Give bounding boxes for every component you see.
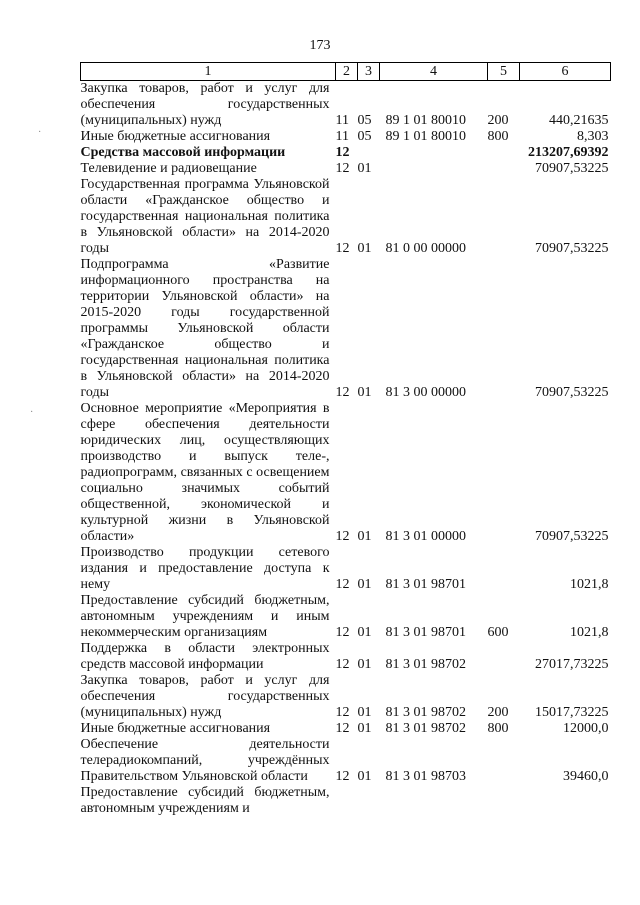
cell-subsection [358, 785, 380, 817]
table-row [81, 737, 611, 785]
cell-name: Иные бюджетные ассигнования [80, 721, 271, 736]
cell-expense-type [488, 401, 520, 545]
cell-expense-type: 200 [487, 705, 509, 720]
page-number: 173 [309, 38, 331, 53]
column-header-section: 2 [336, 63, 358, 81]
scan-speck: · [38, 127, 42, 138]
cell-section: 12 [335, 577, 350, 592]
cell-amount: 70907,53225 [535, 529, 609, 544]
cell-amount: 8,303 [577, 129, 609, 144]
cell-subsection: 01 [357, 705, 372, 720]
cell-name: Обеспечение деятельности телерадиокомпаний, учреждённых Правительством Ульяновской области [80, 737, 330, 784]
cell-target-article: 81 3 00 00000 [385, 385, 466, 400]
cell-subsection: 01 [357, 385, 372, 400]
cell-expense-type [488, 257, 520, 401]
cell-name: Телевидение и радиовещание [80, 161, 257, 176]
cell-section: 12 [335, 385, 350, 400]
cell-subsection: 05 [357, 113, 372, 128]
cell-name: Иные бюджетные ассигнования [80, 129, 271, 144]
cell-section: 12 [335, 705, 350, 720]
cell-target-article: 81 3 01 98701 [385, 625, 466, 640]
cell-section: 12 [335, 241, 350, 256]
cell-section: 11 [335, 129, 349, 144]
column-header-subsection: 3 [358, 63, 380, 81]
cell-name: Средства массовой информации [80, 145, 286, 160]
table-body [81, 81, 611, 818]
cell-target-article: 89 1 01 80010 [385, 113, 466, 128]
cell-expense-type [488, 737, 520, 785]
cell-subsection: 01 [357, 769, 372, 784]
table-row [81, 641, 611, 673]
cell-target-article: 81 3 01 98702 [385, 721, 466, 736]
table-row [81, 721, 611, 737]
cell-amount: 1021,8 [570, 625, 609, 640]
table-row [81, 177, 611, 257]
table-row [81, 673, 611, 721]
cell-subsection: 01 [357, 577, 372, 592]
cell-name: Предоставление субсидий бюджетным, автономным учреждениям и [80, 785, 330, 816]
cell-name: Поддержка в области электронных средств массовой информации [80, 641, 330, 672]
cell-name: Закупка товаров, работ и услуг для обеспечения государственных (муниципальных) нужд [80, 673, 330, 720]
cell-target-article: 81 3 01 98702 [385, 657, 466, 672]
cell-subsection: 01 [357, 529, 372, 544]
cell-target-article [380, 145, 488, 161]
column-header-target-article: 4 [380, 63, 488, 81]
column-header-amount: 6 [520, 63, 611, 81]
table-row [81, 145, 611, 161]
cell-expense-type [488, 161, 520, 177]
cell-target-article: 81 0 00 00000 [385, 241, 466, 256]
cell-expense-type [488, 641, 520, 673]
cell-section: 12 [335, 529, 350, 544]
cell-amount: 1021,8 [570, 577, 609, 592]
cell-target-article: 81 3 01 98703 [385, 769, 466, 784]
cell-target-article [380, 785, 488, 817]
cell-amount: 39460,0 [563, 769, 609, 784]
cell-subsection: 01 [357, 721, 372, 736]
cell-amount: 70907,53225 [535, 385, 609, 400]
table-row [81, 545, 611, 593]
cell-section: 12 [335, 657, 350, 672]
cell-amount [520, 785, 611, 817]
cell-amount: 70907,53225 [535, 241, 609, 256]
cell-expense-type: 200 [487, 113, 509, 128]
cell-expense-type: 800 [487, 129, 509, 144]
table-row [81, 129, 611, 145]
cell-section: 12 [335, 161, 350, 176]
cell-subsection: 01 [357, 241, 372, 256]
cell-amount: 213207,69392 [528, 145, 609, 160]
budget-table [80, 62, 611, 817]
cell-amount: 70907,53225 [535, 161, 609, 176]
cell-name: Производство продукции сетевого издания и предоставление доступа к нему [80, 545, 330, 592]
cell-name: Основное мероприятие «Мероприятия в сфере обеспечения деятельности юридических лиц, осуществляющих производство и выпуск теле-, радиопрограмм, связанных с освещением социально значимых событий общественной, экономической и культурной жизни в Ульяновской области» [80, 401, 330, 544]
cell-expense-type: 600 [487, 625, 509, 640]
cell-expense-type: 800 [487, 721, 509, 736]
cell-expense-type [488, 785, 520, 817]
cell-target-article [380, 161, 488, 177]
cell-section: 12 [335, 145, 350, 160]
table-row [81, 401, 611, 545]
table-row [81, 257, 611, 401]
cell-expense-type [488, 145, 520, 161]
cell-section: 11 [335, 113, 349, 128]
cell-amount: 15017,73225 [535, 705, 609, 720]
cell-name: Подпрограмма «Развитие информационного пространства на территории Ульяновской области» на 2015-2020 годы государственной программы Ульяновской области «Гражданское общество и государственная национальная политика в Ульяновской области» на 2014-2020 годы [80, 257, 330, 400]
cell-subsection: 01 [357, 657, 372, 672]
cell-expense-type [488, 177, 520, 257]
cell-section: 12 [335, 769, 350, 784]
cell-section: 12 [335, 721, 350, 736]
cell-target-article: 81 3 01 00000 [385, 529, 466, 544]
cell-target-article: 89 1 01 80010 [385, 129, 466, 144]
cell-amount: 12000,0 [563, 721, 609, 736]
cell-subsection: 01 [357, 625, 372, 640]
table-row [81, 161, 611, 177]
cell-amount: 440,21635 [549, 113, 609, 128]
column-header-name: 1 [81, 63, 336, 81]
table-row [81, 81, 611, 130]
table-row [81, 593, 611, 641]
cell-subsection: 01 [357, 161, 372, 176]
scan-speck: · [30, 407, 34, 418]
cell-target-article: 81 3 01 98701 [385, 577, 466, 592]
cell-target-article: 81 3 01 98702 [385, 705, 466, 720]
cell-name: Государственная программа Ульяновской области «Гражданское общество и государственная национальная политика в Ульяновской области» на 2014-2020 годы [80, 177, 330, 256]
cell-amount: 27017,73225 [535, 657, 609, 672]
cell-expense-type [488, 545, 520, 593]
cell-name: Предоставление субсидий бюджетным, автономным учреждениям и иным некоммерческим организациям [80, 593, 330, 640]
cell-name: Закупка товаров, работ и услуг для обеспечения государственных (муниципальных) нужд [80, 81, 330, 128]
cell-subsection: 05 [357, 129, 372, 144]
cell-section [336, 785, 358, 817]
cell-subsection [358, 145, 380, 161]
column-header-expense-type: 5 [488, 63, 520, 81]
cell-section: 12 [335, 625, 350, 640]
table-row [81, 785, 611, 817]
table-header-row [81, 63, 611, 81]
